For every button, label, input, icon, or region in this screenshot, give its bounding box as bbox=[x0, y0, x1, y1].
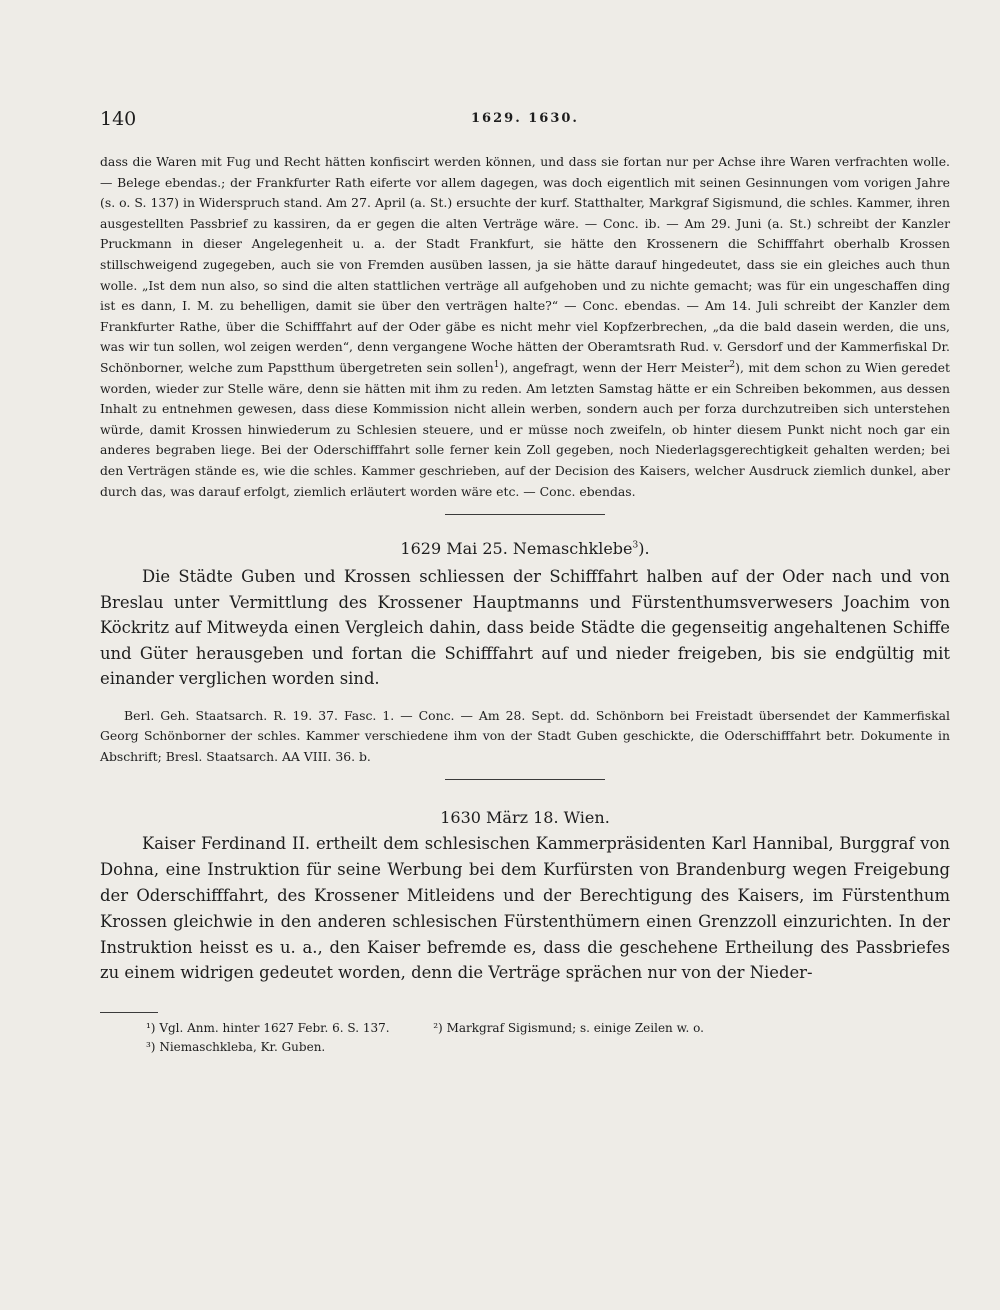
continued-note-block bbox=[100, 152, 950, 502]
entry-body-1629: Die Städte Guben und Krossen schliessen der Schifffahrt halben auf der Oder nach und von Breslau unter Vermittlung des Krossener Hauptmanns und Fürstenthumsverwesers Joachim von Köckritz auf Mitweyda einen Vergleich dahin, dass beide Städte die gegenseitig angehaltenen Schiffe und Güter herausgeben und fortan die Schifffahrt auf und nieder freigeben, bis sie endgültig mit einander verglichen worden sind. bbox=[100, 567, 950, 689]
entry-source-1629: Berl. Geh. Staatsarch. R. 19. 37. Fasc. 1. — Conc. — Am 28. Sept. dd. Schönborn bei Freistadt übersendet der Kammerfiskal Georg Schönborner der schles. Kammer verschiedene ihm von der Stadt Guben geschickte, die Oderschifffahrt betr. Dokumente in Abschrift; Bresl. Staatsarch. AA VIII. 36. b. bbox=[100, 707, 950, 764]
footnote-2-text: Markgraf Sigismund; s. einige Zeilen w. o. bbox=[446, 1021, 704, 1036]
footnote-ref-3: 3 bbox=[632, 540, 639, 551]
document-page bbox=[100, 108, 950, 1057]
section-divider bbox=[445, 779, 605, 780]
footnotes bbox=[100, 1019, 950, 1057]
running-head-years: 1629. 1630. bbox=[471, 111, 579, 126]
footnote-1-text: Vgl. Anm. hinter 1627 Febr. 6. S. 137. bbox=[159, 1021, 390, 1036]
footnote-3-text: Niemaschkleba, Kr. Guben. bbox=[159, 1040, 326, 1055]
footnote-ref-1: 1 bbox=[493, 359, 500, 370]
footnote-1-mark: ¹) bbox=[146, 1021, 156, 1036]
footnote-ref-2: 2 bbox=[729, 359, 736, 370]
note-text-part1: dass die Waren mit Fug und Recht hätten konfiscirt werden können, und dass sie fortan nur per Achse ihre Waren verfrachten wolle. — Belege ebendas.; der Frankfurter Rath eiferte vor allem dagegen, was doch eigentlich mit seinen Gesinnungen vom vorigen Jahre (s. o. S. 137) in Widerspruch stand. Am 27. April (a. St.) ersuchte der kurf. Statthalter, Markgraf Sigismund, die schles. Kammer, ihren ausgestellten Passbrief zu kassiren, da er gegen die alten Verträge wäre. — Conc. ib. — Am 29. Juni (a. St.) schreibt der Kanzler Pruckmann in dieser Angelegenheit u. a. der Stadt Frankfurt, sie hätte den Krossenern die Schifffahrt oberhalb Krossen stillschweigend zugegeben, auch sie von Fremden ausüben lassen, ja sie hätte darauf hingedeutet, dass sie ein gleiches auch thun wolle. „Ist dem nun also, so sind die alten stattlichen verträge all aufgehoben und zu nichte gemacht; was für ein ungeschaffen ding ist es dann, I. M. zu behelligen, damit sie über den verträgen halte?“ — Conc. ebendas. — Am 14. Juli schreibt der Kanzler dem Frankfurter Rathe, über die Schifffahrt auf der Oder gäbe es nicht mehr viel Kopfzerbrechen, „da die bald dasein werden, die uns, was wir tun sollen, wol zeigen werden“, denn vergangene Woche hätten der Oberamtsrath Rud. v. Gersdorf und der Kammerfiskal Dr. Schönborner, welche zum Papstthum übergetreten sein sollen bbox=[100, 154, 950, 375]
entry-heading-text: 1629 Mai 25. Nemaschklebe bbox=[400, 539, 633, 559]
footnote-3-mark: ³) bbox=[146, 1040, 156, 1055]
entry-heading-suffix: ). bbox=[638, 539, 650, 559]
footnote-2-mark: ²) bbox=[433, 1021, 443, 1036]
note-paragraph: dass die Waren mit Fug und Recht hätten konfiscirt werden können, und dass sie fortan nur per Achse ihre Waren verfrachten wolle. — Belege ebendas.; der Frankfurter Rath eiferte vor allem dagegen, was doch eigentlich mit seinen Gesinnungen vom vorigen Jahre (s. o. S. 137) in Widerspruch stand. Am 27. April (a. St.) ersuchte der kurf. Statthalter, Markgraf Sigismund, die schles. Kammer, ihren ausgestellten Passbrief zu kassiren, da er gegen die alten Verträge wäre. — Conc. ib. — Am 29. Juni (a. St.) schreibt der Kanzler Pruckmann in dieser Angelegenheit u. a. der Stadt Frankfurt, sie hätte den Krossenern die Schifffahrt oberhalb Krossen stillschweigend zugegeben, auch sie von Fremden ausüben lassen, ja sie hätte darauf hingedeutet, dass sie ein gleiches auch thun wolle. „Ist dem nun also, so sind die alten stattlichen verträge all aufgehoben und zu nichte gemacht; was für ein ungeschaffen ding ist es dann, I. M. zu behelligen, damit sie über den verträgen halte?“ — Conc. ebendas. — Am 14. Juli schreibt der Kanzler dem Frankfurter Rathe, über die Schifffahrt auf der Oder gäbe es nicht mehr viel Kopfzerbrechen, „da die bald dasein werden, die uns, was wir tun sollen, wol zeigen werden“, denn vergangene Woche hätten der Oberamtsrath Rud. v. Gersdorf und der Kammerfiskal Dr. Schönborner, welche zum Papstthum übergetreten sein sollen$^1$), angefragt, wenn der Herr Meister$^2$), mit dem schon zu Wien geredet worden, wieder zur Stelle wäre, denn sie hätten mit ihm zu reden. Am letzten Samstag hätte er ein Schreiben bekommen, aus dessen Inhalt zu entnehmen gewesen, dass diese Kommission nicht allein werben, sondern auch per forza durchzutreiben sich unterstehen würde, damit Krossen hinwiederum zu Schlesien steuere, und er müsse noch zweifeln, ob hinter diesem Punkt nicht noch gar ein anderes begraben liege. Bei der Oderschifffahrt solle ferner kein Zoll gegeben, noch Niederlagsgerechtigkeit gehalten werden; bei den Verträgen stände es, wie die schles. Kammer geschrieben, auf der Decision des Kaisers, welcher Ausdruck ziemlich dunkel, aber durch das, was darauf erfolgt, ziemlich erläutert worden wäre etc. — Conc. ebendas. bbox=[100, 154, 950, 499]
footnote-rule bbox=[100, 1012, 158, 1013]
running-head bbox=[100, 108, 950, 136]
entry-heading-1629 bbox=[100, 539, 950, 558]
page-number: 140 bbox=[100, 108, 137, 130]
entry-heading-1630: 1630 März 18. Wien. bbox=[440, 808, 610, 828]
footnote-row bbox=[146, 1019, 950, 1038]
footnote-row bbox=[146, 1038, 950, 1057]
note-text-part2: , angefragt, wenn der Herr Meister bbox=[504, 359, 730, 375]
section-divider bbox=[445, 514, 605, 515]
note-text-part3: , mit dem schon zu Wien geredet worden, wieder zur Stelle wäre, denn sie hätten mit ihm zu reden. Am letzten Samstag hätte er ein Schreiben bekommen, aus dessen Inhalt zu entnehmen gewesen, dass diese Kommission nicht allein werben, sondern auch per forza durchzutreiben sich unterstehen würde, damit Krossen hinwiederum zu Schlesien steuere, und er müsse noch zweifeln, ob hinter diesem Punkt nicht noch gar ein anderes begraben liege. Bei der Oderschifffahrt solle ferner kein Zoll gegeben, noch Niederlagsgerechtigkeit gehalten werden; bei den Verträgen stände es, wie die schles. Kammer geschrieben, auf der Decision des Kaisers, welcher Ausdruck ziemlich dunkel, aber durch das, was darauf erfolgt, ziemlich erläutert worden wäre etc. — Conc. ebendas. bbox=[100, 359, 950, 499]
entry-body-1630: Kaiser Ferdinand II. ertheilt dem schlesischen Kammerpräsidenten Karl Hannibal, Burggraf von Dohna, eine Instruktion für seine Werbung bei dem Kurfürsten von Brandenburg wegen Freigebung der Oderschifffahrt, des Krossener Mitleidens und der Berechtigung des Kaisers, im Fürstenthum Krossen gleichwie in den anderen schlesischen Fürstenthümern einen Grenzzoll einzurichten. In der Instruktion heisst es u. a., den Kaiser befremde es, dass die geschehene Ertheilung des Passbriefes zu einem widrigen gedeutet worden, denn die Verträge sprächen nur von der Nieder- bbox=[100, 834, 950, 983]
